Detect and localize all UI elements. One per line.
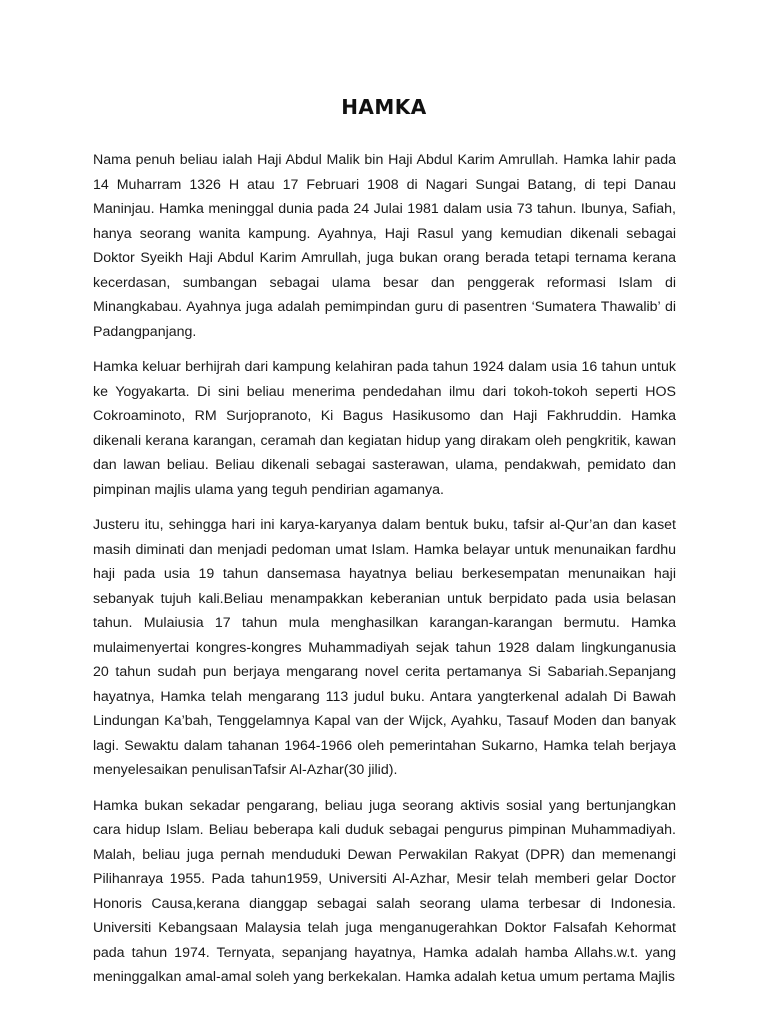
paragraph-4: Hamka bukan sekadar pengarang, beliau juga seorang aktivis sosial yang bertunjangkan cara hidup Islam. Beliau beberapa kali duduk sebagai pengurus pimpinan Muhammadiyah. Malah, beliau juga pernah menduduki Dewan Perwakilan Rakyat (DPR) dan memenangi Pilihanraya 1955. Pada tahun1959, Universiti Al-Azhar, Mesir telah memberi gelar Doctor Honoris Causa,kerana dianggap sebagai salah seorang ulama terbesar di Indonesia. Universiti Kebangsaan Malaysia telah juga menganugerahkan Doktor Falsafah Kehormat pada tahun 1974. Ternyata, sepanjang hayatnya, Hamka adalah hamba Allahs.w.t. yang meninggalkan amal-amal soleh yang berkekalan. Hamka adalah ketua umum pertama Majlis xyxy=(93,797,676,985)
paragraph-1: Nama penuh beliau ialah Haji Abdul Malik bin Haji Abdul Karim Amrullah. Hamka lahir pada 14 Muharram 1326 H atau 17 Februari 1908 di Nagari Sungai Batang, di tepi Danau Maninjau. Hamka meninggal dunia pada 24 Julai 1981 dalam usia 73 tahun. Ibunya, Safiah, hanya seorang wanita kampung. Ayahnya, Haji Rasul yang kemudian dikenali sebagai Doktor Syeikh Haji Abdul Karim Amrullah, juga bukan orang berada tetapi ternama kerana kecerdasan, sumbangan sebagai ulama besar dan penggerak reformasi Islam di Minangkabau. Ayahnya juga adalah pemimpindan guru di pasentren ‘Sumatera Thawalib’ di Padangpanjang. xyxy=(93,152,676,340)
paragraph-3: Justeru itu, sehingga hari ini karya-karyanya dalam bentuk buku, tafsir al-Qur’an dan kaset masih diminati dan menjadi pedoman umat Islam. Hamka belayar untuk menunaikan fardhu haji pada usia 19 tahun dansemasa hayatnya beliau berkesempatan menunaikan haji sebanyak tujuh kali.Beliau menampakkan keberanian untuk berpidato pada usia belasan tahun. Mulaiusia 17 tahun mula menghasilkan karangan-karangan bermutu. Hamka mulaimenyertai kongres-kongres Muhammadiyah sejak tahun 1928 dalam lingkunganusia 20 tahun sudah pun berjaya mengarang novel cerita pertamanya Si Sabariah.Sepanjang hayatnya, Hamka telah mengarang 113 judul buku. Antara yangterkenal adalah Di Bawah Lindungan Ka’bah, Tenggelamnya Kapal van der Wijck, Ayahku, Tasauf Moden dan banyak lagi. Sewaktu dalam tahanan 1964-1966 oleh pemerintahan Sukarno, Hamka telah berjaya menyelesaikan penulisanTafsir Al-Azhar(30 jilid). xyxy=(93,517,676,778)
paragraph-2: Hamka keluar berhijrah dari kampung kelahiran pada tahun 1924 dalam usia 16 tahun untuk ke Yogyakarta. Di sini beliau menerima pendedahan ilmu dari tokoh-tokoh seperti HOS Cokroaminoto, RM Surjopranoto, Ki Bagus Hasikusomo dan Haji Fakhruddin. Hamka dikenali kerana karangan, ceramah dan kegiatan hidup yang dirakam oleh pengkritik, kawan dan lawan beliau. Beliau dikenali sebagai sasterawan, ulama, pendakwah, pemidato dan pimpinan majlis ulama yang teguh pendirian agamanya. xyxy=(93,359,676,498)
document-body xyxy=(93,148,676,1001)
document-title: HAMKA xyxy=(341,95,427,119)
